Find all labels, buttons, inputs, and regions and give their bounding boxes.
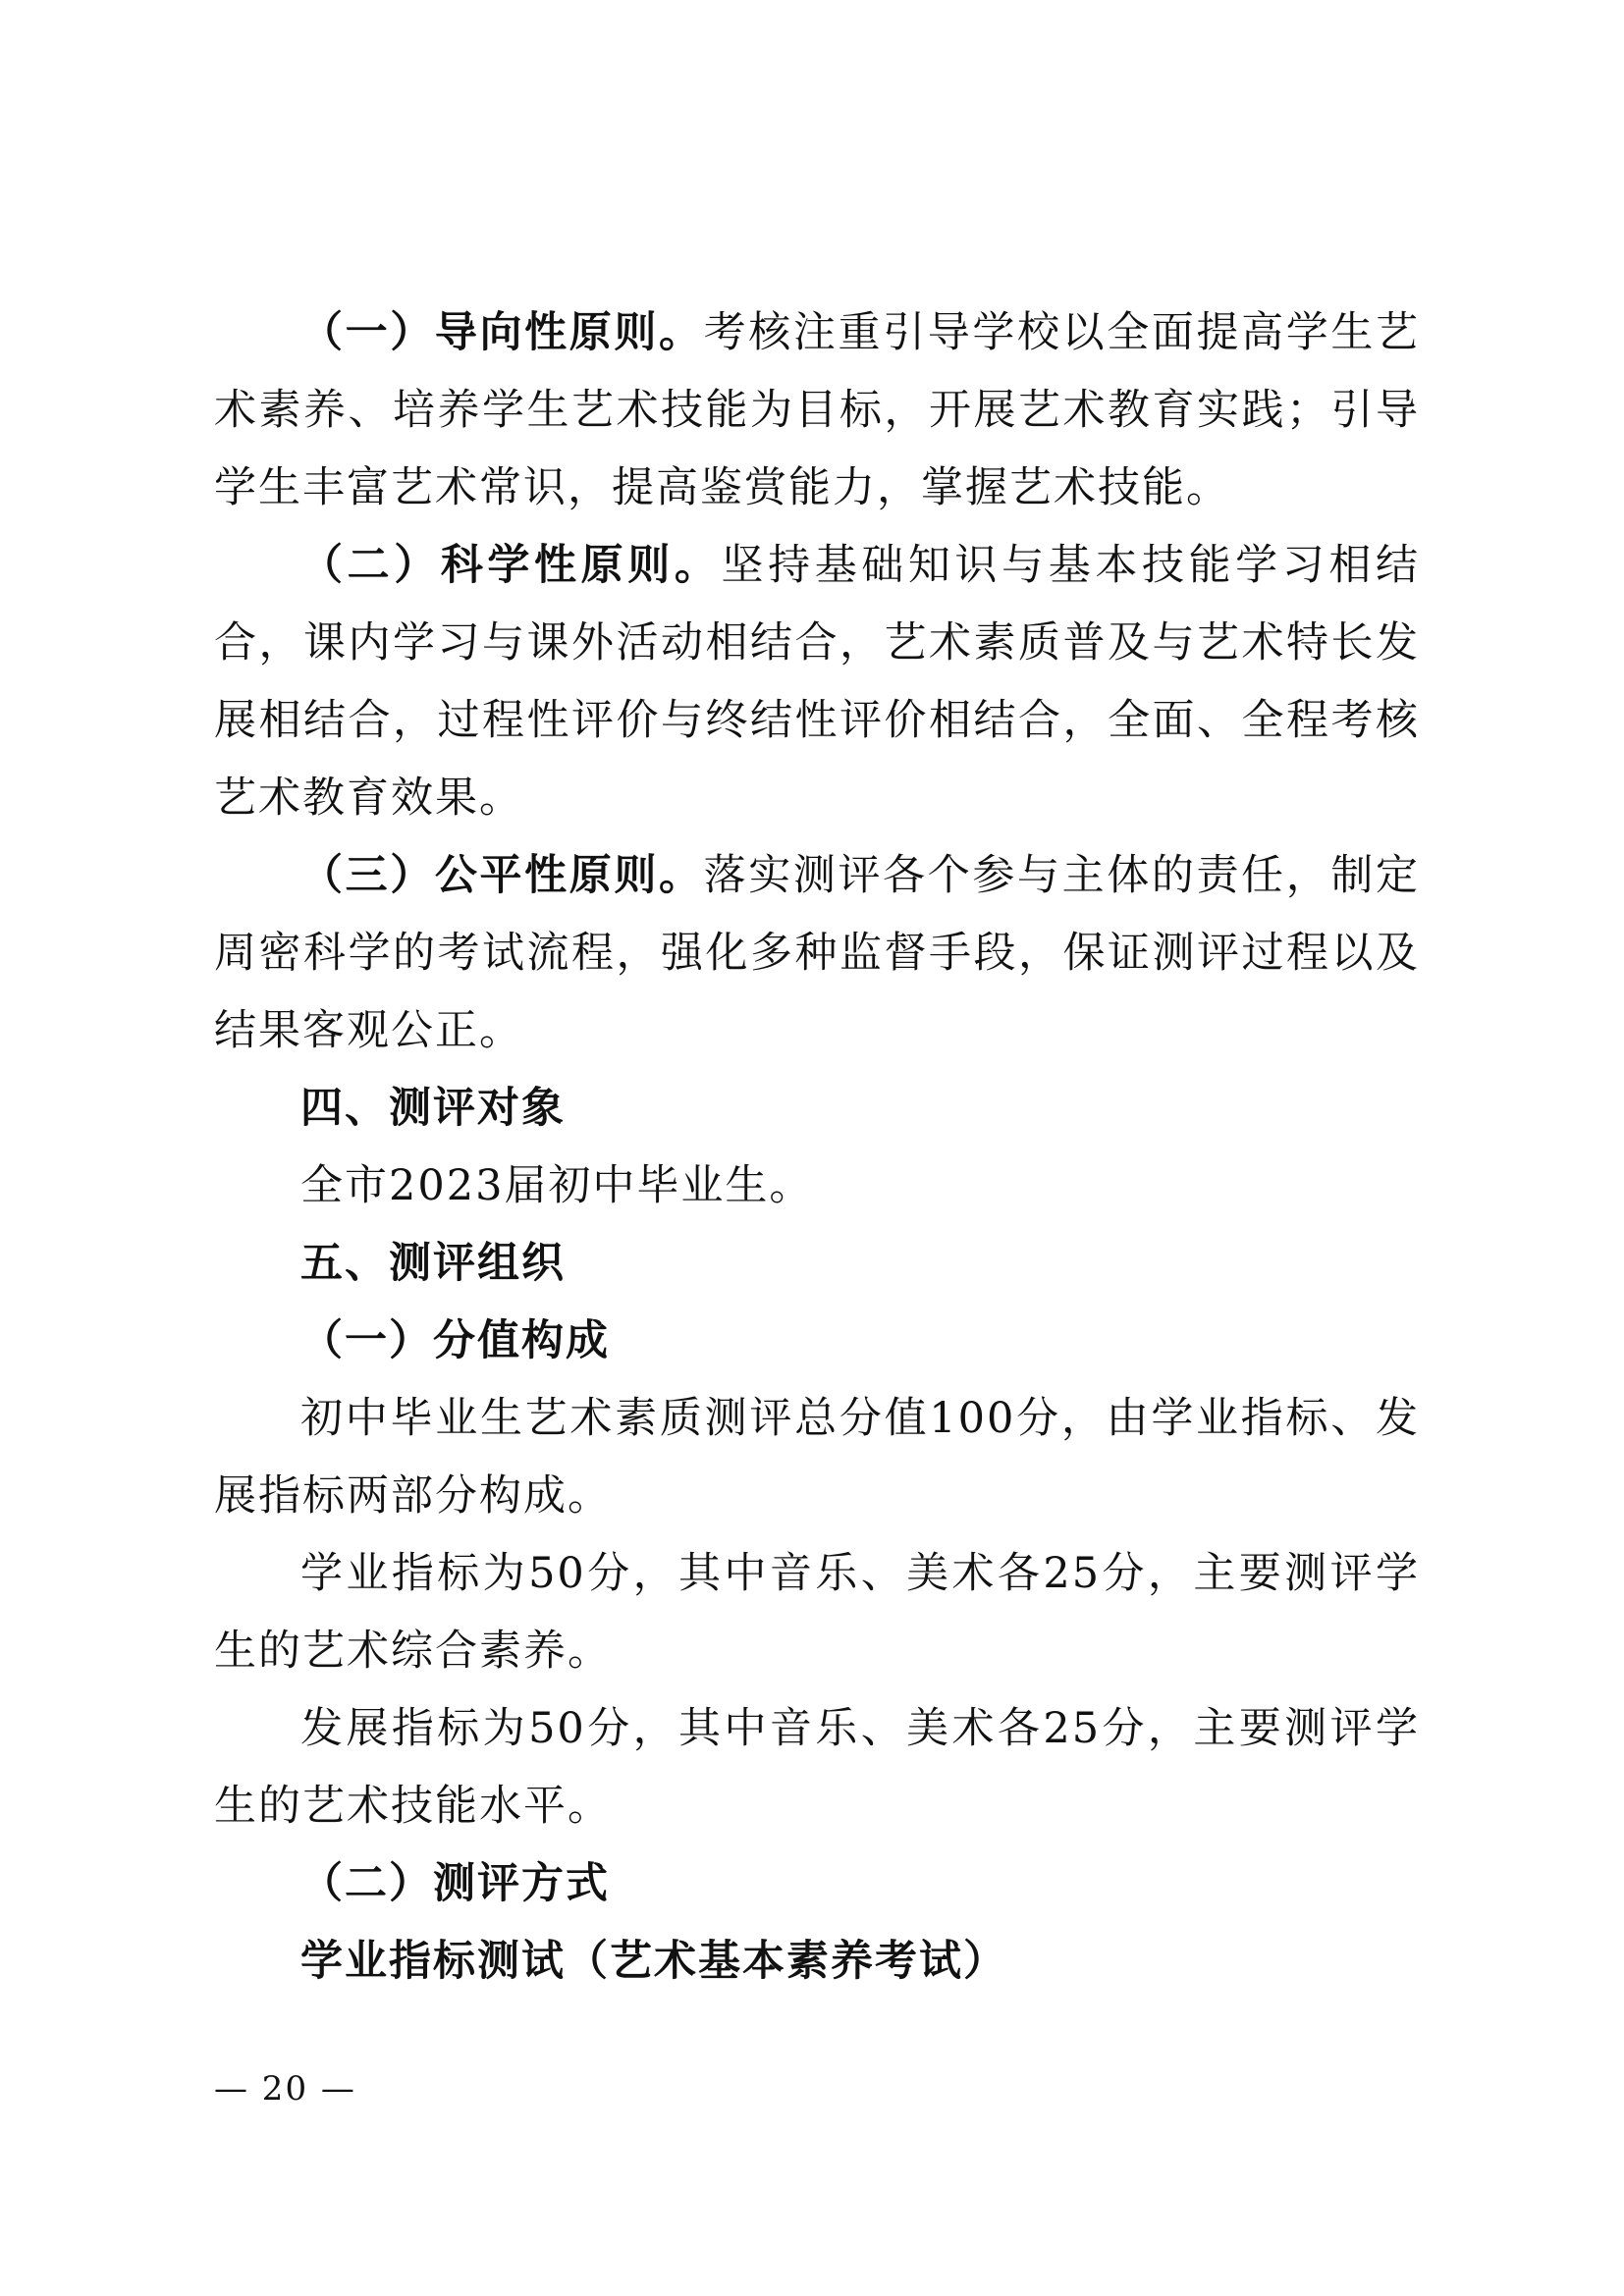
principle-fairness-text: 落实测评各个参与主体的责任，制定周密科学的考试流程，强化多种监督手段，保证测评过程以及结果客观公正。 — [214, 851, 1420, 1055]
principle-fairness-title: （三）公平性原则。 — [300, 851, 704, 900]
principle-scientific-text: 坚持基础知识与基本技能学习相结合，课内学习与课外活动相结合，艺术素质普及与艺术特长发展相结合，过程性评价与终结性评价相结合，全面、全程考核艺术教育效果。 — [214, 541, 1421, 823]
page-number: — 20 — — [214, 2069, 356, 2109]
section-5-heading: 五、测评组织 — [300, 1239, 566, 1288]
principle-guidance-paragraph — [214, 294, 1420, 527]
academic-test-heading: 学业指标测试（艺术基本素养考试） — [300, 1937, 1007, 1986]
assessment-method-heading: （二）测评方式 — [300, 1859, 610, 1908]
principle-scientific-title: （二）科学性原则。 — [300, 541, 722, 590]
score-composition-heading: （一）分值构成 — [300, 1316, 610, 1365]
page-body — [214, 294, 1420, 2001]
principle-guidance-text: 考核注重引导学校以全面提高学生艺术素养、培养学生艺术技能为目标，开展艺术教育实践；引导学生丰富艺术常识，提高鉴赏能力，掌握艺术技能。 — [214, 308, 1420, 512]
principle-scientific-paragraph — [214, 527, 1420, 837]
section-4-heading: 四、测评对象 — [300, 1084, 566, 1133]
section-4-text: 全市2023届初中毕业生。 — [300, 1161, 814, 1210]
development-index-paragraph: 发展指标为50分，其中音乐、美术各25分，主要测评学生的艺术技能水平。 — [214, 1704, 1420, 1831]
principle-guidance-title: （一）导向性原则。 — [300, 308, 704, 357]
score-total-paragraph: 初中毕业生艺术素质测评总分值100分，由学业指标、发展指标两部分构成。 — [214, 1394, 1420, 1521]
academic-index-paragraph: 学业指标为50分，其中音乐、美术各25分，主要测评学生的艺术综合素养。 — [214, 1549, 1420, 1676]
principle-fairness-paragraph — [214, 837, 1420, 1070]
